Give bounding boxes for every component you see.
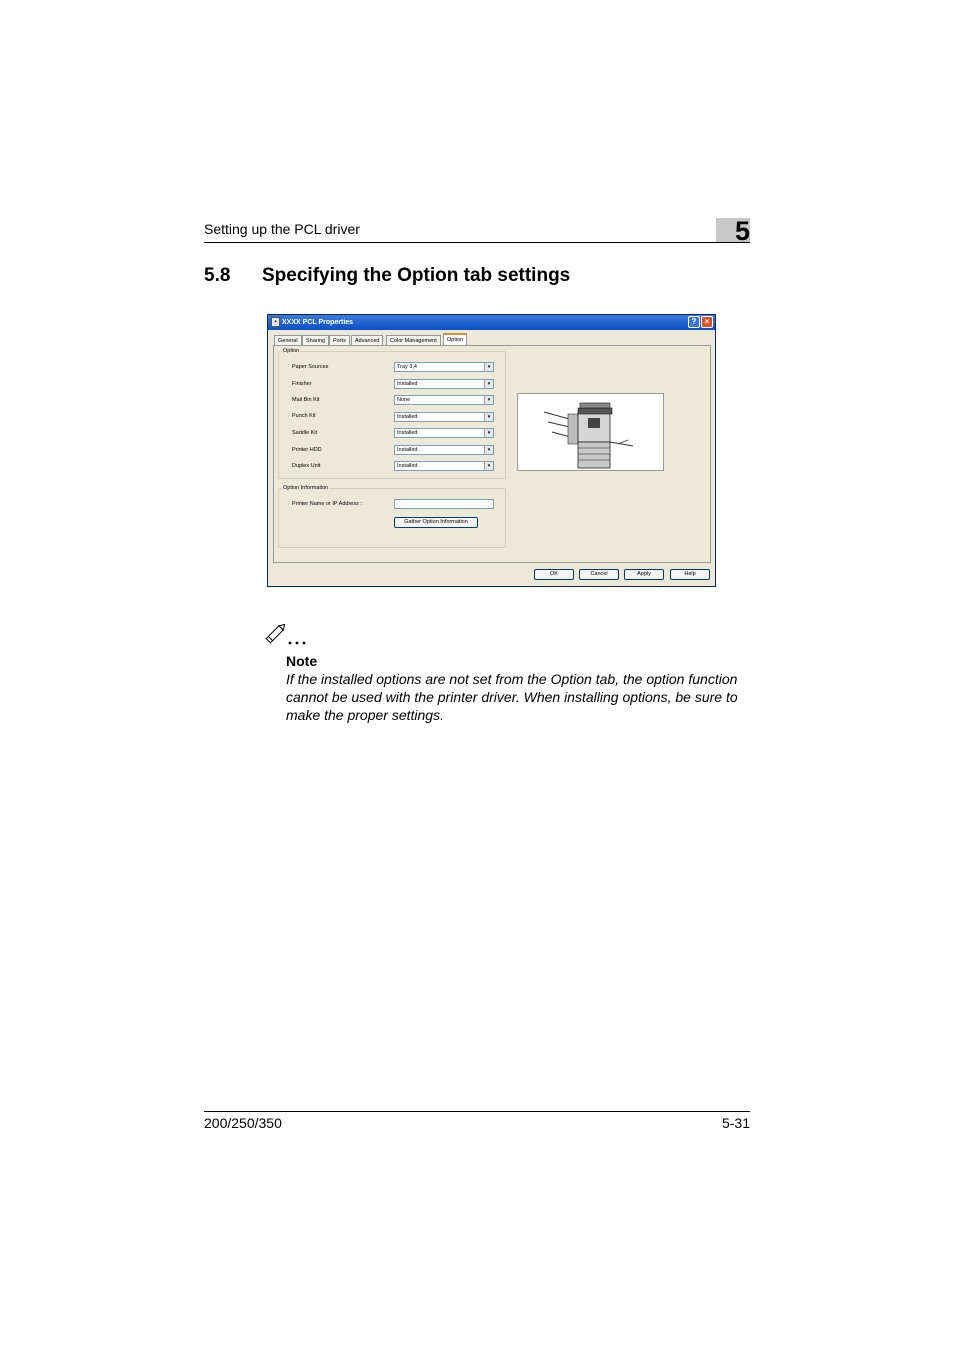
printer-hdd-select[interactable] [394,445,494,455]
punch-kit-label: Punch Kit [292,413,316,419]
tab-advanced[interactable]: Advanced [351,335,383,345]
paper-sources-select[interactable] [394,362,494,372]
dialog-title: XXXX PCL Properties [282,319,354,326]
section-title: Specifying the Option tab settings [262,265,571,286]
printer-icon: ▪ [271,317,280,327]
printer-name-input[interactable] [394,499,494,509]
chevron-down-icon[interactable]: ▾ [484,396,493,404]
footer-page-number: 5-31 [721,1115,750,1131]
finisher-label: Finisher [292,381,312,387]
chevron-down-icon[interactable]: ▾ [484,462,493,470]
option-information-label: Option Information [283,485,329,491]
duplex-unit-value: Installed [397,463,418,469]
tab-general[interactable]: General [274,335,302,345]
saddle-kit-label: Saddle Kit [292,430,318,436]
properties-dialog [267,314,716,587]
option-group-label: Option [283,348,300,354]
note-heading: Note [286,653,318,669]
saddle-kit-value: Installed [397,430,418,436]
chapter-number: 5 [734,216,750,246]
note-body: If the installed options are not set from the Option tab, the option function cannot be used with the printer driver. When installing options, be sure to make the proper settings. [286,671,738,723]
chevron-down-icon[interactable]: ▾ [484,413,493,421]
section-number: 5.8 [204,265,231,286]
help-button[interactable]: Help [670,569,710,580]
running-title: Setting up the PCL driver [204,221,360,237]
duplex-unit-label: Duplex Unit [292,463,321,469]
copier-illustration [518,394,663,470]
duplex-unit-select[interactable] [394,461,494,471]
footer-model: 200/250/350 [204,1115,282,1131]
mail-bin-kit-select[interactable] [394,395,494,405]
chevron-down-icon[interactable]: ▾ [484,446,493,454]
header-rule [204,242,750,243]
mail-bin-kit-label: Mail Bin Kit [292,397,320,403]
chevron-down-icon[interactable]: ▾ [484,429,493,437]
chevron-down-icon[interactable]: ▾ [484,363,493,371]
finisher-value: Installed [397,381,418,387]
punch-kit-select[interactable] [394,412,494,422]
mail-bin-kit-value: None [397,397,411,403]
punch-kit-value: Installed [397,414,418,420]
finisher-select[interactable] [394,379,494,389]
help-title-button[interactable]: ? [688,316,700,328]
tab-sharing[interactable]: Sharing [302,335,329,345]
tab-option[interactable]: Option [443,333,467,346]
tab-ports[interactable]: Ports [329,335,350,345]
printer-name-label: Printer Name or IP Address : [292,501,362,507]
gather-option-information-button[interactable]: Gather Option Information [394,517,478,528]
ok-button[interactable]: OK [534,569,574,580]
title-bar [268,315,715,330]
option-tab-panel [273,345,711,563]
saddle-kit-select[interactable] [394,428,494,438]
apply-button[interactable]: Apply [624,569,664,580]
printer-hdd-label: Printer HDD [292,447,322,453]
paper-sources-label: Paper Sources [292,364,329,370]
printer-hdd-value: Installed [397,447,418,453]
close-button[interactable]: × [701,316,713,328]
cancel-button[interactable]: Cancel [579,569,619,580]
pencil-note-icon [264,624,314,646]
paper-sources-value: Tray 3,4 [397,364,417,370]
tab-color-management[interactable]: Color Management [386,335,441,345]
device-preview [517,393,664,471]
footer-rule [204,1111,750,1112]
chevron-down-icon[interactable]: ▾ [484,380,493,388]
